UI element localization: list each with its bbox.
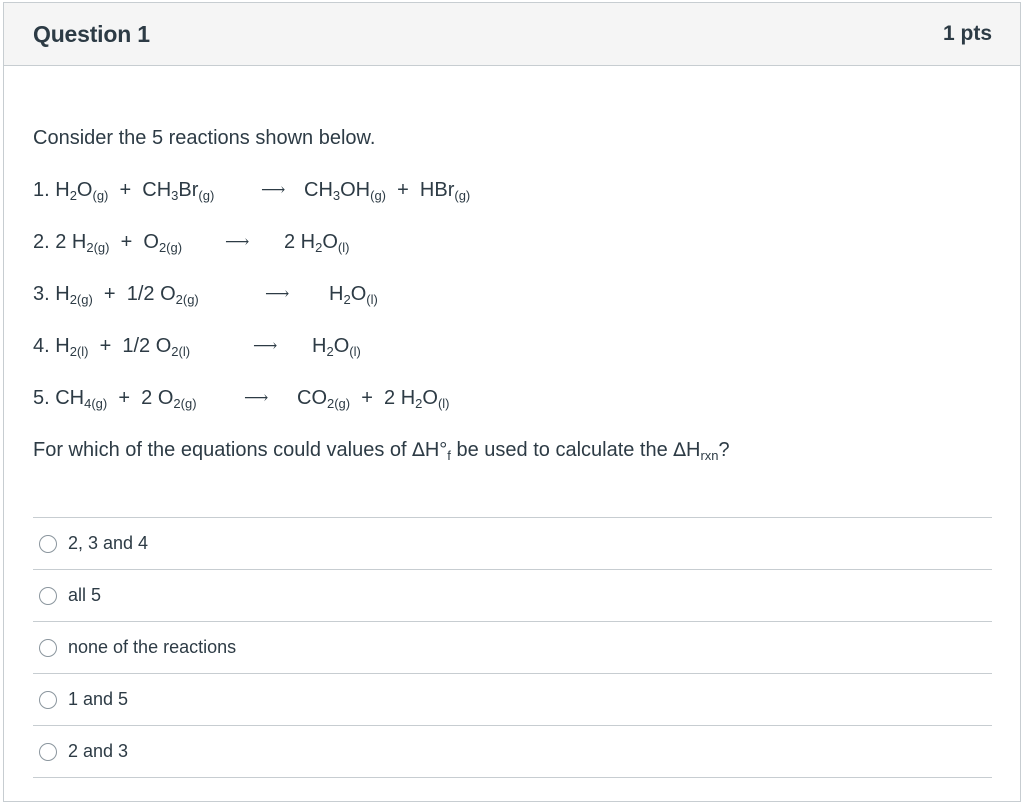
formula-text: + 1/2 O: [92, 283, 176, 305]
formula-subscript: (g): [198, 188, 215, 203]
formula-text: O: [76, 179, 93, 201]
quiz-question-card: [3, 2, 1021, 802]
answer-option[interactable]: [33, 570, 992, 622]
formula-text: O: [333, 335, 350, 357]
reaction-arrow: ⟶: [265, 284, 290, 304]
answer-label: 1 and 5: [68, 689, 129, 709]
reaction-arrow: ⟶: [253, 336, 278, 356]
answer-label: 2 and 3: [68, 741, 129, 761]
formula-subscript: (l): [337, 240, 350, 255]
formula-subscript: (l): [349, 344, 361, 359]
reaction-1-reactants: [33, 178, 214, 202]
formula-subscript: 3: [171, 188, 179, 203]
formula-text: 2. 2 H: [33, 231, 87, 253]
formula-text: CH: [304, 179, 333, 201]
formula-text: O: [322, 231, 338, 253]
formula-subscript: 4(g): [84, 396, 108, 411]
reaction-2-reactants: [33, 230, 182, 254]
formula-subscript: 2: [326, 344, 334, 359]
formula-subscript: 2(l): [69, 344, 89, 359]
radio-button[interactable]: [39, 587, 57, 605]
reaction-3-reactants: [33, 282, 199, 306]
reaction-3-products: [329, 282, 378, 306]
formula-text: + O: [109, 231, 159, 253]
reaction-3: [33, 282, 992, 306]
question-body: [4, 66, 1020, 778]
question-header: [4, 3, 1020, 66]
answer-option[interactable]: [33, 622, 992, 674]
radio-button[interactable]: [39, 535, 57, 553]
question-intro: Consider the 5 reactions shown below.: [33, 127, 376, 149]
formula-text: 4. H: [33, 335, 70, 357]
reaction-arrow: ⟶: [244, 388, 269, 408]
formula-text: O: [422, 387, 438, 409]
answer-label: 2, 3 and 4: [68, 533, 149, 553]
answer-option[interactable]: [33, 726, 992, 778]
formula-subscript: (l): [366, 292, 378, 307]
formula-subscript: 2(g): [69, 292, 93, 307]
formula-text: O: [350, 283, 367, 305]
formula-subscript: 3: [332, 188, 341, 203]
radio-button[interactable]: [39, 691, 57, 709]
formula-text: Br: [178, 179, 199, 201]
reaction-4-products: [312, 334, 361, 358]
delta-symbol: ∆: [412, 439, 425, 461]
radio-button[interactable]: [39, 743, 57, 761]
reaction-arrow: ⟶: [225, 232, 250, 252]
formula-subscript: (g): [370, 188, 387, 203]
formula-text: + CH: [108, 179, 172, 201]
formula-text: + 2 H: [350, 387, 416, 409]
answer-label: all 5: [68, 585, 102, 605]
question-title: Question 1: [33, 20, 150, 47]
formula-text: + 2 O: [107, 387, 174, 409]
radio-button[interactable]: [39, 639, 57, 657]
formula-subscript: 2(g): [173, 396, 197, 411]
question-points: 1 pts: [942, 22, 992, 45]
formula-text: 3. H: [33, 283, 70, 305]
formula-subscript: (g): [454, 188, 471, 203]
formula-text: H: [329, 283, 344, 305]
formula-text: OH: [340, 179, 371, 201]
formula-subscript: 2(g): [158, 240, 183, 255]
answer-option[interactable]: [33, 674, 992, 726]
reaction-4-reactants: [33, 334, 190, 358]
formula-text: + 1/2 O: [88, 335, 172, 357]
formula-subscript: 2: [343, 292, 351, 307]
formula-subscript: 2(l): [171, 344, 191, 359]
reaction-5-products: [297, 386, 450, 410]
formula-text: CO: [297, 387, 327, 409]
formula-subscript: (g): [92, 188, 109, 203]
reaction-2: [33, 230, 992, 254]
answer-list: [33, 517, 992, 778]
formula-text: H: [312, 335, 327, 357]
formula-text: + HBr: [386, 179, 455, 201]
delta-symbol: ∆: [673, 439, 687, 461]
formula-subscript: 2: [69, 188, 77, 203]
formula-subscript: 2(g): [175, 292, 199, 307]
reaction-arrow: ⟶: [261, 180, 286, 200]
formula-text: 2 H: [284, 231, 316, 253]
reaction-5-reactants: [33, 386, 197, 410]
answer-option[interactable]: [33, 518, 992, 570]
reaction-1: [33, 178, 992, 202]
formula-text: 1. H: [33, 179, 70, 201]
answer-label: none of the reactions: [68, 637, 237, 657]
question-prompt: For which of the equations could values of $\Delta H^\circ_f$ be used to calculate the $\Delta H_{rxn}$?: [33, 439, 730, 463]
reaction-2-products: [284, 230, 349, 254]
formula-subscript: 2: [315, 240, 323, 255]
formula-subscript: (l): [437, 396, 450, 411]
reaction-4: [33, 334, 992, 358]
reaction-5: [33, 386, 992, 410]
reaction-1-products: [304, 178, 470, 202]
formula-subscript: 2: [415, 396, 423, 411]
formula-subscript: 2(g): [86, 240, 110, 255]
formula-text: 5. CH: [33, 387, 85, 409]
formula-subscript: 2(g): [327, 396, 351, 411]
